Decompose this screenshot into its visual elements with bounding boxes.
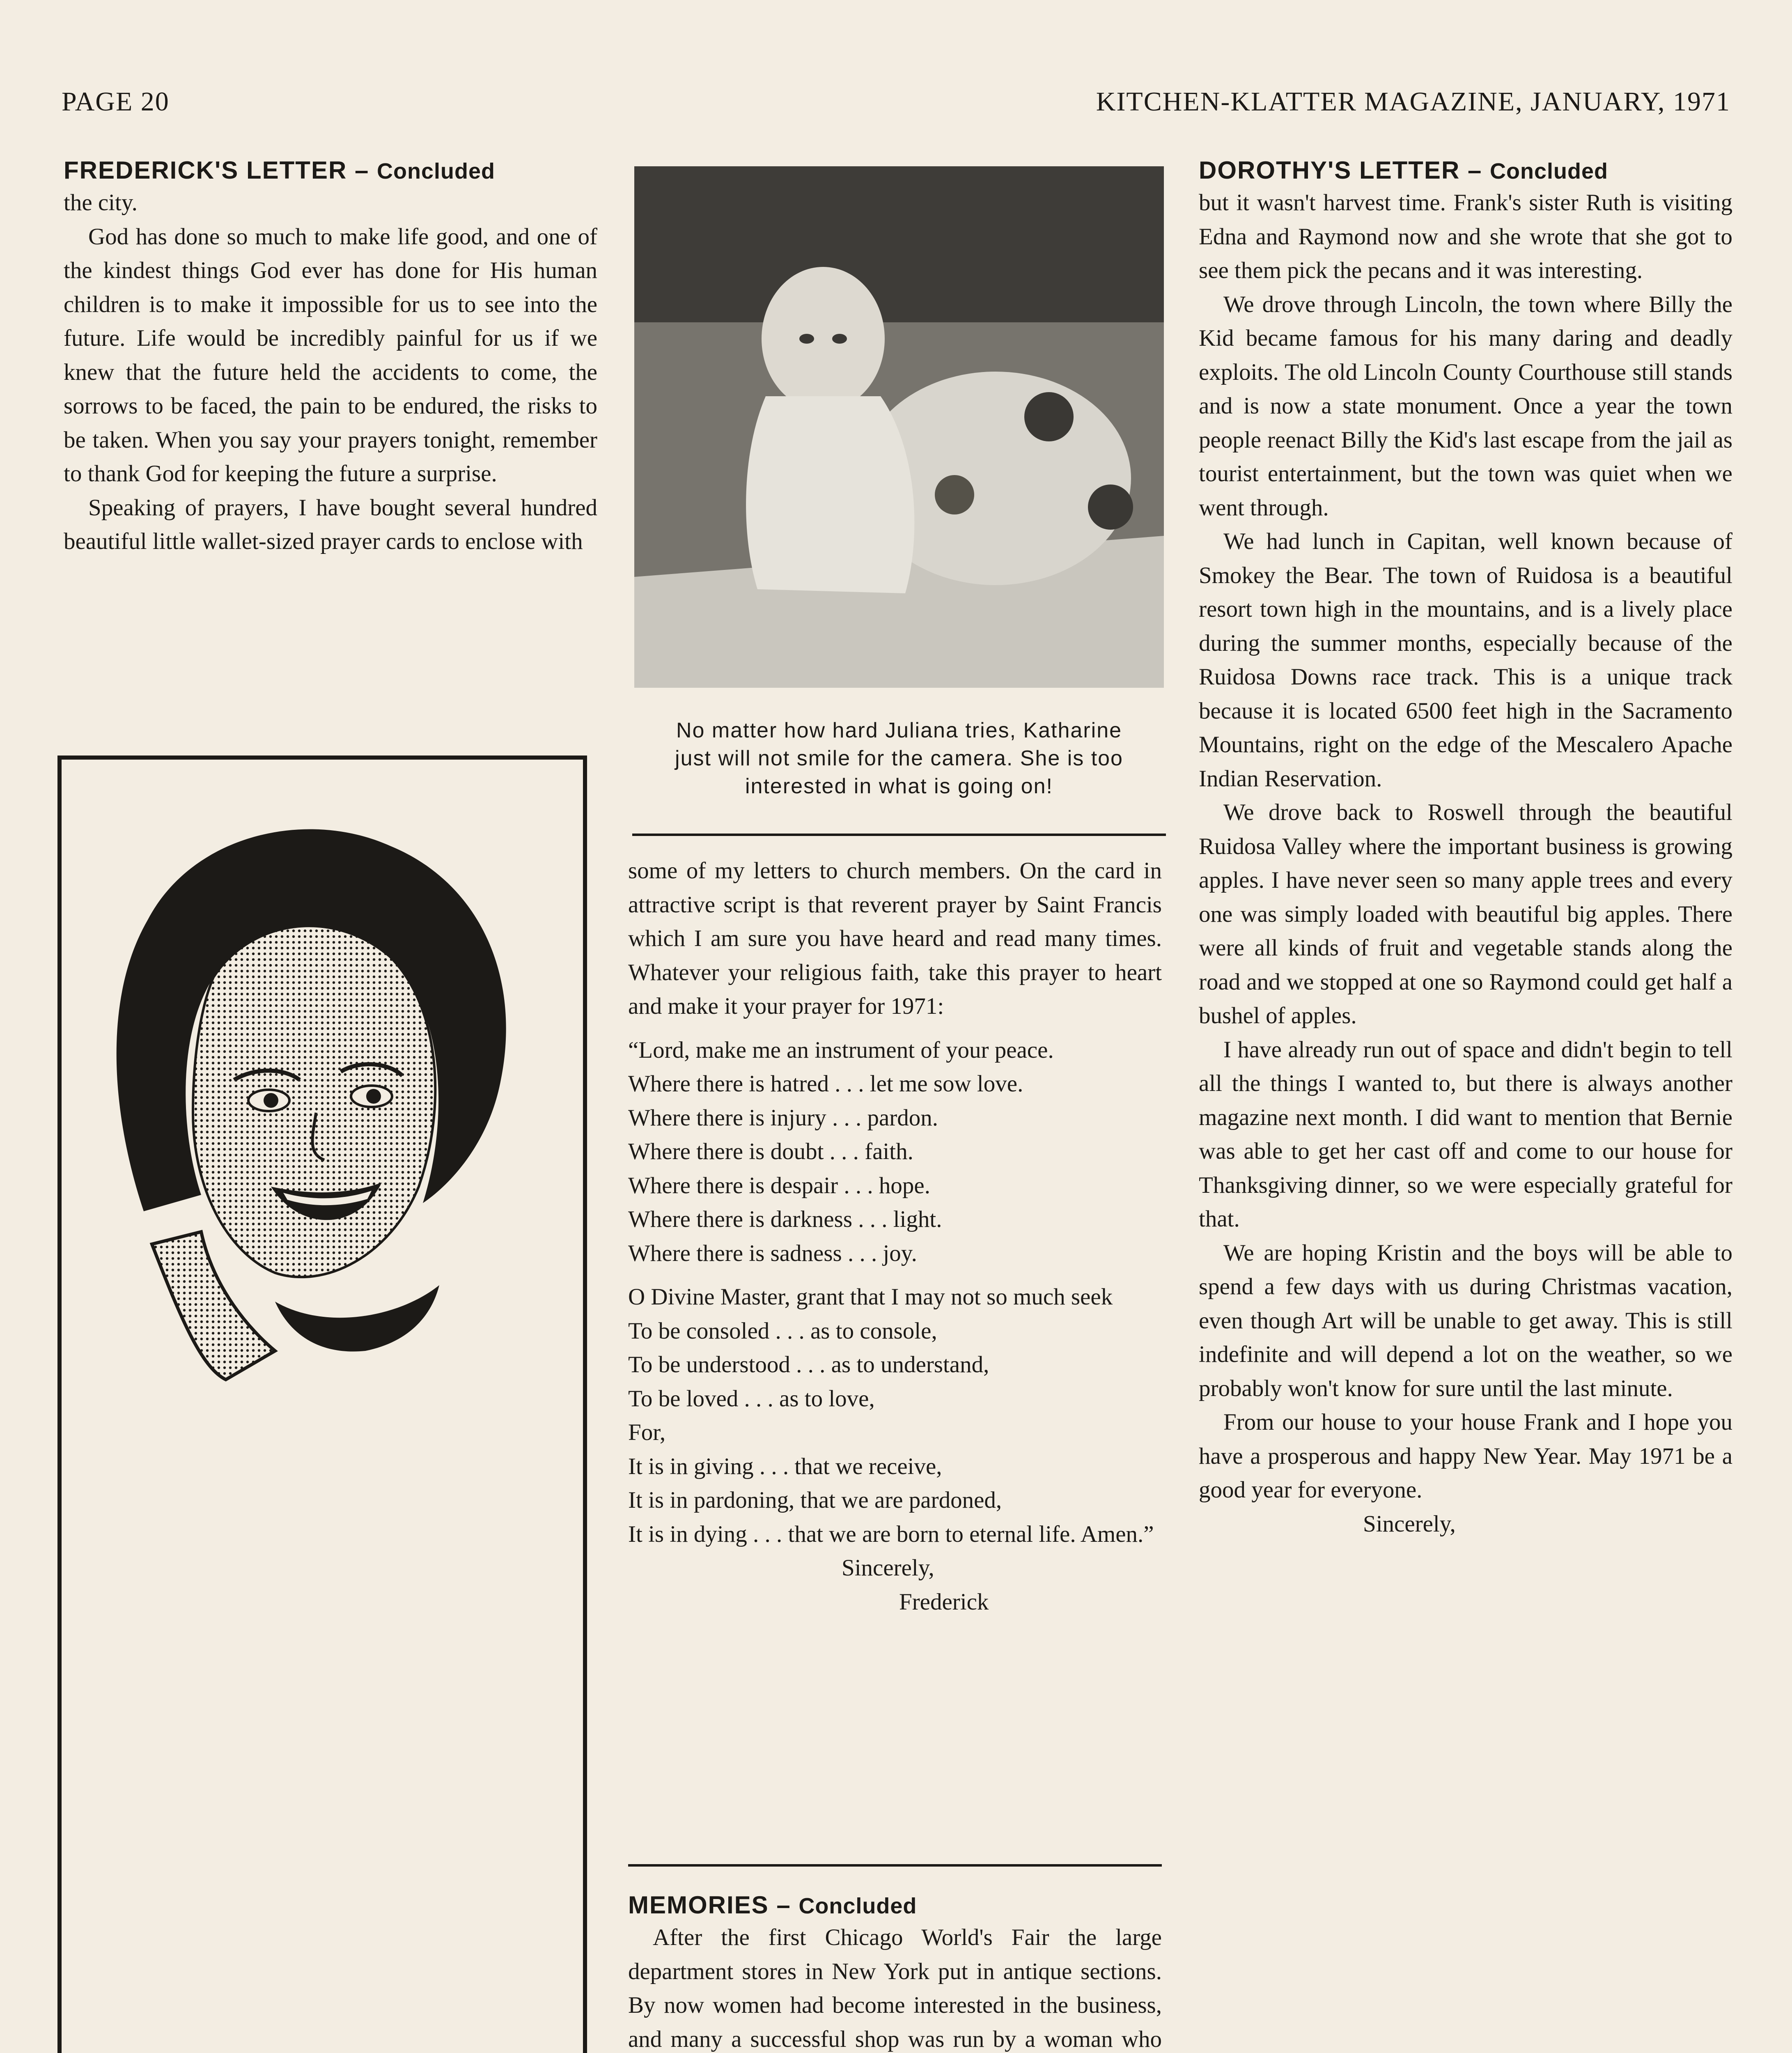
prayer-line: Where there is hatred . . . let me sow love. [628, 1071, 1023, 1097]
paragraph: We drove through Lincoln, the town where Billy the Kid became famous for his many daring and deadly exploits. The old Lincoln County Courthouse still stands and is now a state monument. Once a year the town people reenact Billy the Kid's last escape from the jail as tourist entertainment, but the town was quiet when we went through. [1199, 291, 1732, 521]
prayer-line: It is in dying . . . that we are born to eternal life. Amen.” [628, 1521, 1154, 1547]
prayer-line: To be understood . . . as to understand, [628, 1352, 989, 1378]
prayer-line: Where there is darkness . . . light. [628, 1206, 942, 1232]
prayer-line: To be consoled . . . as to console, [628, 1318, 937, 1344]
paragraph: the city. [64, 190, 138, 216]
frederick-title: FREDERICK'S LETTER – [64, 156, 377, 184]
dorothy-letter-heading [1199, 156, 1732, 184]
prayer-line: Where there is doubt . . . faith. [628, 1139, 913, 1164]
prayer-line: For, [628, 1419, 666, 1445]
frederick-concluded: Concluded [377, 159, 495, 184]
paragraph: We drove back to Roswell through the beautiful Ruidosa Valley where the important business is growing apples. I have never seen so many apple trees and every one was simply loaded with beautiful big apples. There were all kinds of fruit and vegetable stands along the road and we stopped at one so Raymond could get half a bushel of apples. [1199, 799, 1732, 1029]
photo-caption: No matter how hard Juliana tries, Katharine just will not smile for the camera. She is too interested in what is going on! [675, 719, 1123, 798]
page-number: PAGE 20 [62, 87, 170, 117]
paragraph: After the first Chicago World's Fair the large department stores in New York put in antique sections. By now women had become interested in the business, and many a successful shop was run by a woman who [628, 1924, 1162, 2052]
radio-advertisement [57, 756, 587, 2053]
frederick-signature: Frederick [899, 1589, 989, 1615]
paragraph: I have already run out of space and didn't begin to tell all the things I wanted to, but there is always another magazine next month. I did want to mention that Bernie was able to get her cast off and come to our house for Thanksgiving dinner, so we were especially grateful for that. [1199, 1036, 1732, 1232]
frederick-letter-continued [628, 854, 1162, 1619]
paragraph: some of my letters to church members. On the card in attractive script is that reverent prayer by Saint Francis which I am sure you have heard and read many times. Whatever your religious faith, take this prayer to heart and make it your prayer for 1971: [628, 858, 1162, 1019]
prayer-line: It is in giving . . . that we receive, [628, 1453, 942, 1479]
prayer-verse-2 [628, 1280, 1162, 1551]
prayer-line: Where there is injury . . . pardon. [628, 1105, 938, 1131]
woman-illustration-icon [78, 784, 567, 1400]
paragraph: From our house to your house Frank and I hope you have a prosperous and happy New Year. May 1971 be a good year for everyone. [1199, 1409, 1732, 1503]
dorothy-concluded: Concluded [1490, 159, 1608, 184]
memories-title: MEMORIES – [628, 1891, 799, 1919]
paragraph: God has done so much to make life good, and one of the kindest things God ever has done for His human children is to make it impossible for us to see into the future. Life would be incredibly painful for us if we knew that the future held the accidents to come, the sorrows to be faced, the pain to be endured, the risks to be taken. When you say your prayers tonight, remember to thank God for keeping the future a surprise. [64, 223, 597, 487]
memories-concluded: Concluded [798, 1894, 917, 1918]
dorothy-title: DOROTHY'S LETTER – [1199, 156, 1490, 184]
prayer-line: It is in pardoning, that we are pardoned, [628, 1487, 1002, 1513]
dorothy-letter-column [1199, 156, 1732, 1541]
memories-heading [628, 1891, 1162, 1919]
baby-photo [634, 166, 1164, 688]
paragraph: Speaking of prayers, I have bought several hundred beautiful little wallet-sized prayer cards to enclose with [64, 494, 597, 554]
prayer-line: Where there is despair . . . hope. [628, 1172, 930, 1199]
prayer-line: To be loved . . . as to love, [628, 1385, 875, 1412]
prayer-verse-1 [628, 1033, 1162, 1271]
frederick-letter-column [64, 156, 597, 559]
baby-photo-image [634, 166, 1164, 688]
paragraph: but it wasn't harvest time. Frank's sister Ruth is visiting Edna and Raymond now and she wrote that she got to see them pick the pecans and it was interesting. [1199, 190, 1732, 283]
divider [628, 1864, 1162, 1867]
memories-column [628, 1891, 1162, 2053]
frederick-closing: Sincerely, [842, 1555, 934, 1581]
frederick-letter-heading [64, 156, 597, 184]
paragraph: We are hoping Kristin and the boys will be able to spend a few days with us during Christmas vacation, even though Art will be unable to get away. This is still indefinite and will depend a lot on the weather, so we probably won't know for sure until the last minute. [1199, 1240, 1732, 1401]
prayer-line: Where there is sadness . . . joy. [628, 1240, 917, 1266]
dorothy-closing: Sincerely, [1363, 1511, 1456, 1537]
prayer-line: “Lord, make me an instrument of your peace. [628, 1037, 1054, 1063]
prayer-line: O Divine Master, grant that I may not so much seek [628, 1284, 1113, 1310]
paragraph: We had lunch in Capitan, well known because of Smokey the Bear. The town of Ruidosa is a beautiful resort town high in the mountains, and is a lively place during the summer months, especially because of the Ruidosa Downs race track. This is a unique track because it is located 6500 feet high in the Sacramento Mountains, right on the edge of the Mescalero Apache Indian Reservation. [1199, 528, 1732, 792]
magazine-title: KITCHEN-KLATTER MAGAZINE, JANUARY, 1971 [1096, 87, 1730, 117]
divider [632, 834, 1166, 836]
